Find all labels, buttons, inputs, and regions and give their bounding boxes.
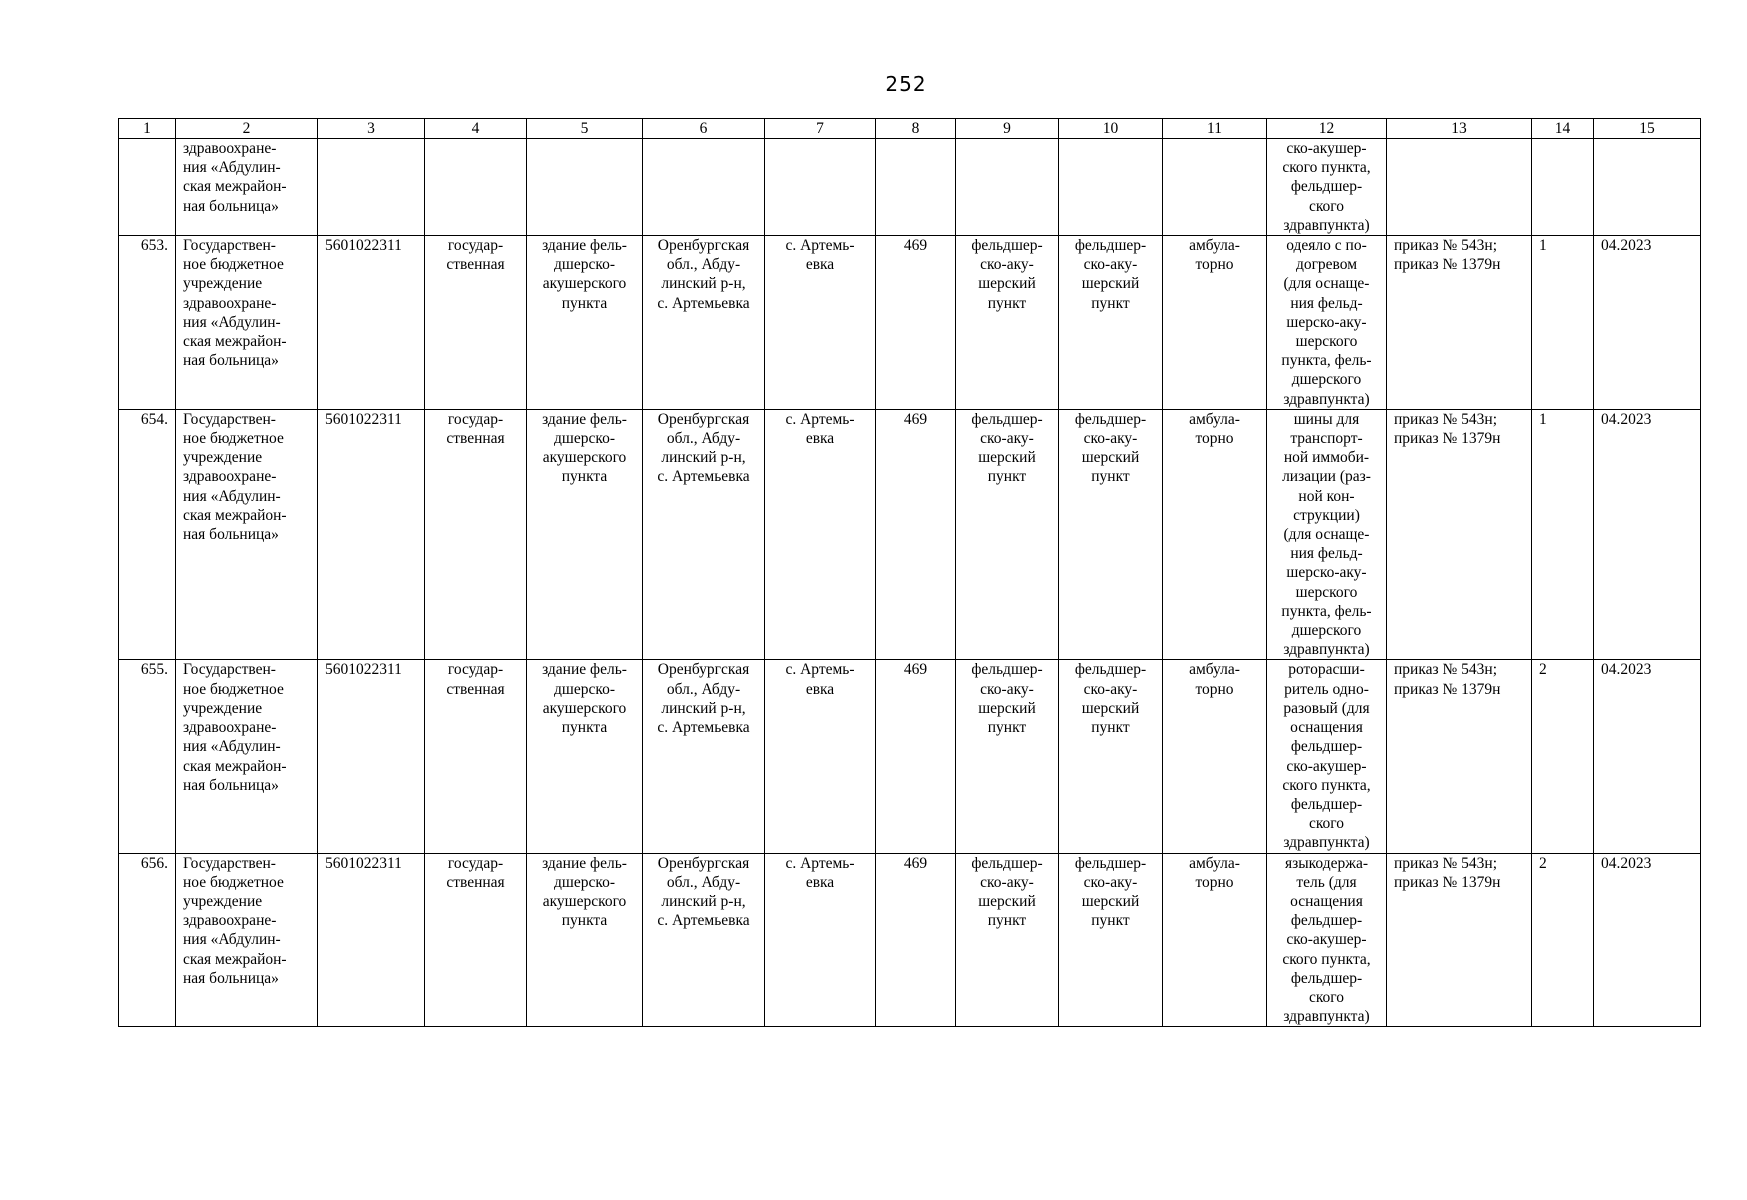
cell-empty	[956, 139, 1059, 236]
cell-quantity: 2	[1532, 660, 1594, 853]
cell-empty	[765, 139, 876, 236]
cell-equipment: роторасши- ритель одно- разовый (для оснащения фельдшер- ско-акушер- ского пункта, фельдшер- ского здравпункта)	[1267, 660, 1387, 853]
column-header: 15	[1594, 119, 1701, 139]
cell-equipment: языкодержа- тель (для оснащения фельдшер- ско-акушер- ского пункта, фельдшер- ского здравпункта)	[1267, 853, 1387, 1027]
cell-date: 04.2023	[1594, 409, 1701, 660]
cell-facility-type-2: фельдшер- ско-аку- шерский пункт	[1059, 409, 1163, 660]
cell-empty	[318, 139, 425, 236]
cell-date: 04.2023	[1594, 660, 1701, 853]
cell-number	[119, 139, 176, 236]
column-header: 6	[643, 119, 765, 139]
cell-building: здание фель- дшерско- акушерского пункта	[527, 853, 643, 1027]
cell-building: здание фель- дшерско- акушерского пункта	[527, 660, 643, 853]
cell-population: 469	[876, 660, 956, 853]
cell-empty	[1594, 139, 1701, 236]
cell-facility-type: фельдшер- ско-аку- шерский пункт	[956, 660, 1059, 853]
cell-building: здание фель- дшерско- акушерского пункта	[527, 409, 643, 660]
cell-empty	[1387, 139, 1532, 236]
cell-facility-type-2: фельдшер- ско-аку- шерский пункт	[1059, 660, 1163, 853]
cell-inn: 5601022311	[318, 853, 425, 1027]
cell-inn: 5601022311	[318, 409, 425, 660]
cell-number: 656.	[119, 853, 176, 1027]
column-header: 13	[1387, 119, 1532, 139]
cell-ownership: государ- ственная	[425, 236, 527, 410]
cell-population: 469	[876, 409, 956, 660]
cell-organization: Государствен- ное бюджетное учреждение здравоохране- ния «Абдулин- ская межрайон- ная больница»	[176, 853, 318, 1027]
column-header: 1	[119, 119, 176, 139]
cell-empty	[527, 139, 643, 236]
table-row	[119, 236, 1701, 410]
cell-population: 469	[876, 853, 956, 1027]
cell-facility-type: фельдшер- ско-аку- шерский пункт	[956, 853, 1059, 1027]
cell-organization: здравоохране- ния «Абдулин- ская межрайон- ная больница»	[176, 139, 318, 236]
cell-order: приказ № 543н; приказ № 1379н	[1387, 236, 1532, 410]
cell-ownership: государ- ственная	[425, 853, 527, 1027]
cell-equipment: шины для транспорт- ной иммоби- лизации (раз- ной кон- струкции) (для оснаще- ния фельд- шерско-аку- шерского пункта, фель- дшерского здравпункта)	[1267, 409, 1387, 660]
column-header: 4	[425, 119, 527, 139]
cell-organization: Государствен- ное бюджетное учреждение здравоохране- ния «Абдулин- ская межрайон- ная больница»	[176, 409, 318, 660]
register-table	[118, 118, 1701, 1027]
continuation-row	[119, 139, 1701, 236]
column-header: 10	[1059, 119, 1163, 139]
cell-empty	[643, 139, 765, 236]
cell-inn: 5601022311	[318, 660, 425, 853]
cell-ownership: государ- ственная	[425, 660, 527, 853]
column-header: 11	[1163, 119, 1267, 139]
cell-inn: 5601022311	[318, 236, 425, 410]
cell-address: Оренбургская обл., Абду- линский р-н, с. Артемьевка	[643, 853, 765, 1027]
cell-address: Оренбургская обл., Абду- линский р-н, с. Артемьевка	[643, 236, 765, 410]
cell-equipment: ско-акушер- ского пункта, фельдшер- ского здравпункта)	[1267, 139, 1387, 236]
cell-population: 469	[876, 236, 956, 410]
column-header: 14	[1532, 119, 1594, 139]
column-header: 12	[1267, 119, 1387, 139]
cell-order: приказ № 543н; приказ № 1379н	[1387, 409, 1532, 660]
cell-ownership: государ- ственная	[425, 409, 527, 660]
page-number: 252	[885, 72, 927, 96]
cell-facility-type-2: фельдшер- ско-аку- шерский пункт	[1059, 236, 1163, 410]
table-row	[119, 409, 1701, 660]
cell-empty	[876, 139, 956, 236]
cell-care-conditions: амбула- торно	[1163, 853, 1267, 1027]
cell-building: здание фель- дшерско- акушерского пункта	[527, 236, 643, 410]
cell-organization: Государствен- ное бюджетное учреждение здравоохране- ния «Абдулин- ская межрайон- ная больница»	[176, 660, 318, 853]
cell-empty	[1059, 139, 1163, 236]
cell-facility-type-2: фельдшер- ско-аку- шерский пункт	[1059, 853, 1163, 1027]
cell-care-conditions: амбула- торно	[1163, 236, 1267, 410]
cell-locality: с. Артемь- евка	[765, 409, 876, 660]
column-number-row	[119, 119, 1701, 139]
cell-quantity: 1	[1532, 236, 1594, 410]
table-row	[119, 853, 1701, 1027]
column-header: 9	[956, 119, 1059, 139]
cell-locality: с. Артемь- евка	[765, 853, 876, 1027]
cell-locality: с. Артемь- евка	[765, 660, 876, 853]
cell-date: 04.2023	[1594, 853, 1701, 1027]
column-header: 3	[318, 119, 425, 139]
column-header: 8	[876, 119, 956, 139]
column-header: 7	[765, 119, 876, 139]
cell-locality: с. Артемь- евка	[765, 236, 876, 410]
cell-care-conditions: амбула- торно	[1163, 660, 1267, 853]
cell-date: 04.2023	[1594, 236, 1701, 410]
column-header: 2	[176, 119, 318, 139]
cell-care-conditions: амбула- торно	[1163, 409, 1267, 660]
cell-number: 653.	[119, 236, 176, 410]
cell-organization: Государствен- ное бюджетное учреждение здравоохране- ния «Абдулин- ская межрайон- ная больница»	[176, 236, 318, 410]
cell-equipment: одеяло с по- догревом (для оснаще- ния фельд- шерско-аку- шерского пункта, фель- дшерского здравпункта)	[1267, 236, 1387, 410]
cell-quantity: 2	[1532, 853, 1594, 1027]
cell-order: приказ № 543н; приказ № 1379н	[1387, 660, 1532, 853]
cell-facility-type: фельдшер- ско-аку- шерский пункт	[956, 236, 1059, 410]
cell-number: 655.	[119, 660, 176, 853]
cell-address: Оренбургская обл., Абду- линский р-н, с. Артемьевка	[643, 660, 765, 853]
column-header: 5	[527, 119, 643, 139]
table-row	[119, 660, 1701, 853]
cell-address: Оренбургская обл., Абду- линский р-н, с. Артемьевка	[643, 409, 765, 660]
cell-number: 654.	[119, 409, 176, 660]
cell-facility-type: фельдшер- ско-аку- шерский пункт	[956, 409, 1059, 660]
cell-empty	[1163, 139, 1267, 236]
cell-quantity: 1	[1532, 409, 1594, 660]
cell-empty	[1532, 139, 1594, 236]
cell-empty	[425, 139, 527, 236]
cell-order: приказ № 543н; приказ № 1379н	[1387, 853, 1532, 1027]
